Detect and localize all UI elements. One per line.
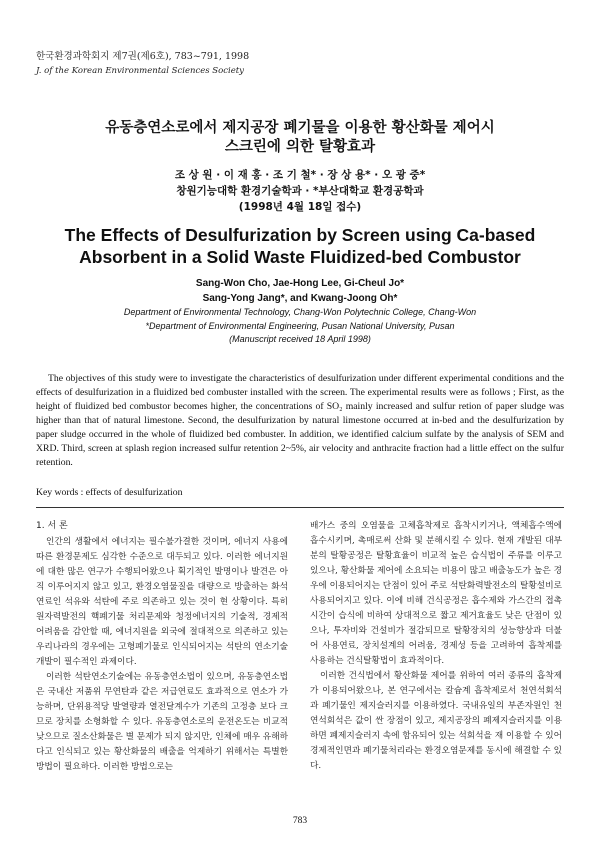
body-paragraph: 이러한 석탄연소기술에는 유동층연소법이 있으며, 유동층연소법은 국내산 저품위 무연탄과 같은 저급연료도 효과적으로 연소가 가능하며, 단위용적당 발열량과 열전달계수가 기존의 고정층 보다 크므로 장치를 소형화할 수 있다. 유동층연소로의 운전온도는 비교적 낮으므로 질소산화물은 별 문제가 되지 않지만, 인체에 매우 유해하다고 인식되고 있는 황산화물의 배출을 억제하기 위해서는 특별한 방법이 필요하다. 이러한 방법으로는 bbox=[36, 672, 288, 772]
english-title bbox=[0, 224, 600, 268]
page-number: 783 bbox=[292, 816, 308, 826]
english-affiliation-2: *Department of Environmental Engineering, Pusan National University, Pusan bbox=[145, 320, 455, 331]
korean-title-line2: 스크린에 의한 탈황효과 bbox=[224, 139, 376, 155]
korean-author-names: 조 상 원 · 이 재 홍 · 조 기 철* · 장 상 용* · 오 광 중* bbox=[174, 169, 426, 181]
korean-authors bbox=[0, 167, 600, 215]
english-title-line1: The Effects of Desulfurization by Screen using Ca-based bbox=[64, 225, 536, 245]
english-author-names-1: Sang-Won Cho, Jae-Hong Lee, Gi-Cheul Jo* bbox=[195, 278, 405, 289]
english-title-line2: Absorbent in a Solid Waste Fluidized-bed Combustor bbox=[79, 247, 521, 267]
abstract: The objectives of this study were to investigate the characteristics of desulfurization under different experimental conditions and the effects of desulfurization in a fluidized bed combuster installed with the screen. The experimental results were as follows ; First, as the height of fluidized bed combustor becomes higher, the concentrations of SO₂ mainly increased and sulfur retion of paper sludge was higher than that of natural limestone. Second, the desulfurization by natural limestone occurred at in-bed and the desulfurization by paper sludge occurred in the whole of fluidized bed combuster. In addition, we identified calcium sulfate by the analysis of SEM and XRD. Third, screen at splash region increased sulfur retention 2~5%, air velocity and anthracite fraction had a little effect on the sulfur retention. bbox=[36, 373, 564, 468]
divider bbox=[36, 507, 564, 508]
section-heading-introduction: 1. 서 론 bbox=[36, 521, 68, 531]
english-affiliation-1: Department of Environmental Technology, Chang-Won Polytechnic College, Chang-Won bbox=[123, 307, 477, 317]
body-paragraph: 이러한 건식법에서 황산화물 제어를 위하여 여러 종류의 흡착제가 이용되어왔으나, 본 연구에서는 칼슘계 흡착제로서 천연석회석과 폐기물인 제지슬러지를 이용하였다. 국내유일의 부존자원인 천연석회석은 값이 싼 장점이 있고, 제지공장의 폐제지슬러지를 이용하면 폐제지슬러지 속에 함유되어 있는 석회석을 재 이용할 수 있어 경제적인면과 폐기물처리라는 환경오염문제를 동시에 해결할 수 있다. bbox=[310, 671, 562, 771]
korean-title bbox=[0, 119, 600, 157]
journal-korean: 한국환경과학회지 제7권(제6호), 783~791, 1998 bbox=[36, 51, 250, 62]
korean-affiliation: 창원기능대학 환경기술학과 · *부산대학교 환경공학과 bbox=[176, 185, 424, 197]
journal-header bbox=[36, 50, 249, 78]
english-author-names-2: Sang-Yong Jang*, and Kwang-Joong Oh* bbox=[202, 293, 398, 304]
english-authors bbox=[0, 276, 600, 347]
korean-received: (1998년 4월 18일 접수) bbox=[238, 201, 362, 213]
keywords: Key words : effects of desulfurization bbox=[36, 487, 183, 498]
body-paragraph: 인간의 생활에서 에너지는 필수불가결한 것이며, 에너지 사용에 따른 환경문제도 심각한 수준으로 대두되고 있다. 이러한 에너지원에 대한 많은 연구가 수행되어왔으나 획기적인 발명이나 발견은 아직 이루어지지 않고 있고, 환경오염물질을 대량으로 방출하는 화석연료인 석유와 석탄에 주로 의존하고 있는 것이 현 상황이다. 특히 원자력발전의 핵폐기물 처리문제와 청정에너지의 기술적, 경제적 어려움을 감안할 때, 에너지원을 외국에 절대적으로 의존하고 있는 우리나라의 경우에는 고형폐기물로 인식되어지는 석탄의 연소기술 개발이 필수적인 과제이다. bbox=[36, 537, 288, 667]
english-received: (Manuscript received 18 April 1998) bbox=[229, 334, 371, 344]
korean-title-line1: 유동층연소로에서 제지공장 폐기물을 이용한 황산화물 제어시 bbox=[105, 120, 495, 136]
right-column bbox=[310, 519, 562, 774]
body-paragraph: 배가스 중의 오염물을 고체흡착제로 흡착시키거나, 액체흡수액에 흡수시키며, 촉매로써 산화 및 분해시킬 수 있다. 현재 개발된 대부분의 탈황공정은 탈황효율이 비교적 높은 습식법이 주류를 이루고 있으나, 황산화물 제어에 소요되는 비용이 많고 배출농도가 높은 경우에 이용되어지는 단점이 있어 주로 석탄화력발전소의 탈황설비로 사용되어지고 있다. 이에 비해 건식공정은 흡수제와 가스간의 접촉시간이 습식에 비하여 상대적으로 짧고 제거효율도 낮은 단점이 있으나, 투자비와 건설비가 절감되므로 탈황장치의 성능향상과 더불어 사용연료, 장치설계의 어려움, 경제성 등을 고려하여 흡착제를 사용하는 건식탈황법이 효과적이다. bbox=[310, 521, 562, 666]
journal-english: J. of the Korean Environmental Sciences Society bbox=[36, 66, 244, 76]
left-column bbox=[36, 519, 288, 775]
